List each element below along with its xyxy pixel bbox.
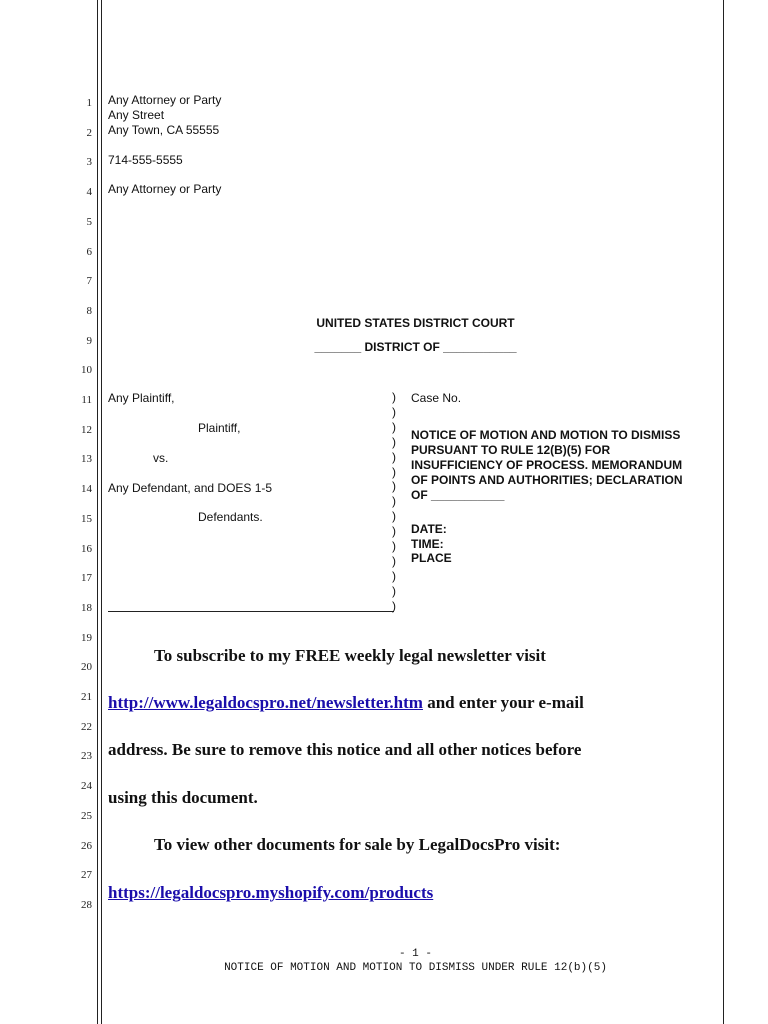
line-number: 10 [81,364,92,377]
line-number: 27 [81,869,92,882]
line-number: 4 [86,186,92,199]
caption-paren: ) [392,509,396,524]
line-number: 26 [81,839,92,852]
line-number: 20 [81,661,92,674]
court-district: _______ DISTRICT OF ___________ [314,340,517,354]
caption-paren: ) [392,539,396,554]
line-number: 22 [81,720,92,733]
line-number: 11 [81,394,92,406]
line-number: 5 [86,215,92,228]
caption-paren: ) [392,494,396,509]
newsletter-link[interactable]: http://www.legaldocspro.net/newsletter.htm [108,693,423,712]
line-number: 21 [81,691,92,703]
line-number: 9 [86,334,92,347]
left-margin-rule [97,0,98,1024]
caption-paren: ) [392,434,396,449]
document-title-line: OF ___________ [411,488,505,502]
line-number: 12 [81,423,92,436]
line-number: 19 [81,631,92,644]
attorney-for: Any Attorney or Party [108,182,222,196]
line-number: 25 [81,809,92,822]
line-number: 8 [86,304,92,317]
caption-underline [108,611,394,612]
defendant-role: Defendants. [198,510,263,524]
notice-line-2 [108,693,584,713]
line-number: 16 [81,542,92,555]
attorney-city: Any Town, CA 55555 [108,123,220,137]
notice-line-1: To subscribe to my FREE weekly legal newsletter visit [154,646,546,665]
case-number-label: Case No. [411,391,462,405]
attorney-name: Any Attorney or Party [108,93,222,107]
document-title-line: PURSUANT TO RULE 12(B)(5) FOR [411,443,611,457]
line-number: 13 [81,453,92,466]
line-number: 28 [81,898,92,911]
hearing-date-label: DATE: [411,522,447,536]
caption-paren: ) [392,479,396,494]
caption-paren: ) [392,583,396,598]
plaintiff-role: Plaintiff, [198,421,241,435]
caption-paren: ) [392,598,396,613]
line-number: 3 [86,156,92,169]
court-name: UNITED STATES DISTRICT COURT [316,316,515,330]
document-title [411,428,711,503]
defendant-name: Any Defendant, and DOES 1-5 [108,481,273,495]
hearing-time-label: TIME: [411,537,444,551]
notice-line-2-text: and enter your e-mail [422,693,584,712]
line-number: 2 [86,126,92,139]
plaintiff-name: Any Plaintiff, [108,391,175,405]
line-number: 24 [81,780,92,793]
shop-link[interactable]: https://legaldocspro.myshopify.com/products [108,883,434,902]
caption-paren: ) [392,553,396,568]
attorney-street: Any Street [108,108,165,122]
hearing-place-label: PLACE [411,551,452,565]
notice-line-4: using this document. [108,788,258,807]
footer-title: NOTICE OF MOTION AND MOTION TO DISMISS UNDER RULE 12(b)(5) [224,962,607,974]
attorney-phone: 714-555-5555 [108,153,183,167]
caption-paren: ) [392,449,396,464]
line-number: 14 [81,483,92,496]
caption-paren: ) [392,390,396,404]
notice-line-6 [108,883,433,903]
left-margin-rule-inner [101,0,102,1024]
caption-paren-column [392,390,400,614]
page-number: - 1 - [398,948,432,960]
line-number: 6 [86,245,92,258]
caption-paren: ) [392,524,396,539]
line-number: 23 [81,750,92,763]
line-number: 18 [81,601,92,614]
line-number: 7 [86,275,92,288]
versus-label: vs. [153,451,169,465]
caption-paren: ) [392,404,396,419]
document-title-line: INSUFFICIENCY OF PROCESS. MEMORANDUM [411,458,683,472]
caption-paren: ) [392,464,396,479]
notice-line-3: address. Be sure to remove this notice and all other notices before [108,740,582,759]
caption-paren: ) [392,419,396,434]
line-number: 17 [81,572,92,585]
document-title-line: NOTICE OF MOTION AND MOTION TO DISMISS [411,428,681,442]
line-number: 15 [81,512,92,525]
document-title-line: OF POINTS AND AUTHORITIES; DECLARATION [411,473,683,487]
notice-line-5: To view other documents for sale by LegalDocsPro visit: [154,835,561,854]
line-number: 1 [86,97,92,109]
right-margin-rule [723,0,724,1024]
caption-paren: ) [392,568,396,583]
